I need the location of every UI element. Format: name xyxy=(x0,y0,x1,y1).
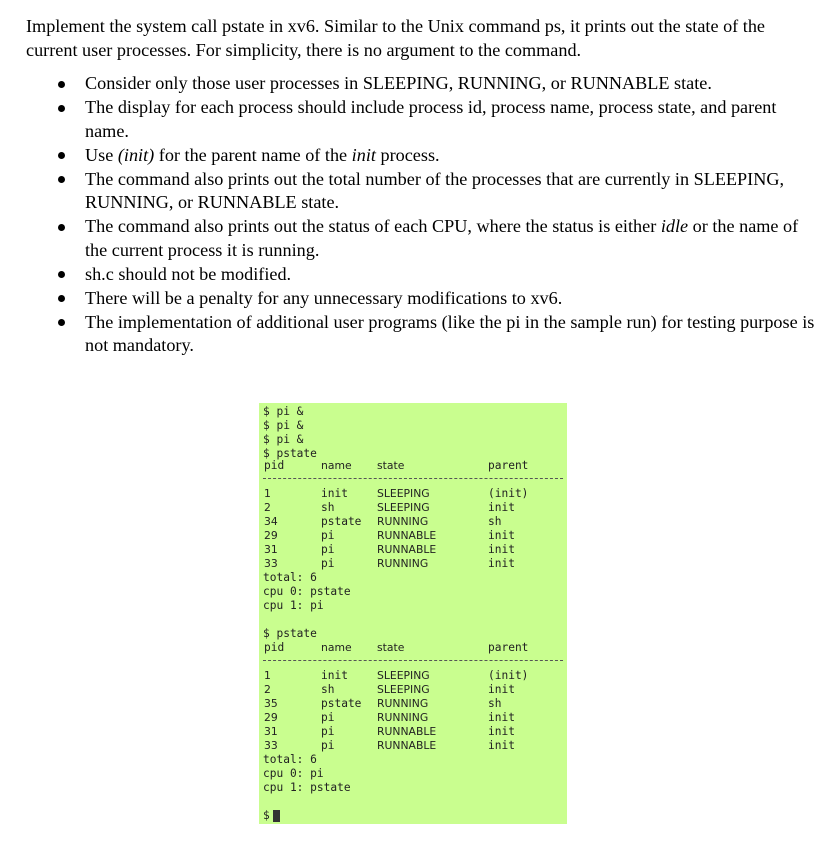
column-header-name: name xyxy=(321,459,352,472)
state-cell: RUNNING xyxy=(377,697,429,710)
requirements-list xyxy=(26,72,816,358)
command-line: $ pstate xyxy=(263,447,317,460)
column-header-parent: parent xyxy=(488,641,529,654)
parent-cell: sh xyxy=(488,515,502,528)
pid-cell: 29 xyxy=(264,711,278,724)
name-cell: pstate xyxy=(321,697,362,710)
state-cell: RUNNABLE xyxy=(377,529,437,542)
cursor-icon xyxy=(273,810,280,822)
parent-cell: init xyxy=(488,725,515,738)
list-item: sh.c should not be modified. xyxy=(26,263,816,287)
header-separator xyxy=(263,660,563,661)
prompt: $ xyxy=(263,809,270,822)
total-line: total: 6 xyxy=(263,571,317,584)
list-item: Use (init) for the parent name of the init process. xyxy=(26,144,816,168)
cpu-status-line: cpu 1: pi xyxy=(263,599,324,612)
pid-cell: 31 xyxy=(264,725,278,738)
state-cell: SLEEPING xyxy=(377,669,430,682)
cpu-status-line: cpu 0: pstate xyxy=(263,585,351,598)
state-cell: RUNNING xyxy=(377,557,429,570)
state-cell: RUNNABLE xyxy=(377,739,437,752)
bullet-icon xyxy=(58,105,65,112)
parent-cell: init xyxy=(488,543,515,556)
list-item: Consider only those user processes in SLEEPING, RUNNING, or RUNNABLE state. xyxy=(26,72,816,96)
column-header-state: state xyxy=(377,459,405,472)
pid-cell: 1 xyxy=(264,487,271,500)
name-cell: pi xyxy=(321,739,335,752)
command-line: $ pi & xyxy=(263,433,304,446)
bullet-icon xyxy=(58,271,65,278)
column-header-state: state xyxy=(377,641,405,654)
parent-cell: init xyxy=(488,501,515,514)
name-cell: pi xyxy=(321,725,335,738)
command-line: $ pi & xyxy=(263,405,304,418)
column-header-parent: parent xyxy=(488,459,529,472)
column-header-name: name xyxy=(321,641,352,654)
parent-cell: init xyxy=(488,557,515,570)
list-item: There will be a penalty for any unnecessary modifications to xv6. xyxy=(26,287,816,311)
total-line: total: 6 xyxy=(263,753,317,766)
bullet-icon xyxy=(58,295,65,302)
pid-cell: 33 xyxy=(264,557,278,570)
name-cell: pi xyxy=(321,543,335,556)
cpu-status-line: cpu 1: pstate xyxy=(263,781,351,794)
list-item: The command also prints out the status of each CPU, where the status is either idle or the name of the current process it is running. xyxy=(26,215,816,262)
state-cell: SLEEPING xyxy=(377,501,430,514)
column-header-pid: pid xyxy=(264,459,285,472)
name-cell: init xyxy=(321,487,348,500)
state-cell: RUNNABLE xyxy=(377,725,437,738)
parent-cell: init xyxy=(488,529,515,542)
state-cell: SLEEPING xyxy=(377,487,430,500)
pid-cell: 31 xyxy=(264,543,278,556)
bullet-icon xyxy=(58,81,65,88)
name-cell: sh xyxy=(321,501,335,514)
pid-cell: 34 xyxy=(264,515,278,528)
bullet-icon xyxy=(58,176,65,183)
pid-cell: 2 xyxy=(264,683,271,696)
cpu-status-line: cpu 0: pi xyxy=(263,767,324,780)
pid-cell: 33 xyxy=(264,739,278,752)
bullet-icon xyxy=(58,152,65,159)
parent-cell: init xyxy=(488,739,515,752)
parent-cell: (init) xyxy=(488,669,529,682)
terminal-screenshot xyxy=(259,403,567,824)
pid-cell: 1 xyxy=(264,669,271,682)
bullet-icon xyxy=(58,319,65,326)
header-separator xyxy=(263,478,563,479)
command-line: $ pstate xyxy=(263,627,317,640)
pid-cell: 2 xyxy=(264,501,271,514)
name-cell: pi xyxy=(321,529,335,542)
parent-cell: init xyxy=(488,711,515,724)
state-cell: RUNNING xyxy=(377,711,429,724)
prompt-line xyxy=(263,809,280,823)
name-cell: sh xyxy=(321,683,335,696)
command-line: $ pi & xyxy=(263,419,304,432)
name-cell: pstate xyxy=(321,515,362,528)
state-cell: SLEEPING xyxy=(377,683,430,696)
pid-cell: 29 xyxy=(264,529,278,542)
pid-cell: 35 xyxy=(264,697,278,710)
bullet-icon xyxy=(58,224,65,231)
column-header-pid: pid xyxy=(264,641,285,654)
state-cell: RUNNABLE xyxy=(377,543,437,556)
list-item: The implementation of additional user programs (like the pi in the sample run) for testing purpose is not mandatory. xyxy=(26,311,816,358)
state-cell: RUNNING xyxy=(377,515,429,528)
parent-cell: sh xyxy=(488,697,502,710)
list-item: The command also prints out the total number of the processes that are currently in SLEEPING, RUNNING, or RUNNABLE state. xyxy=(26,168,816,215)
name-cell: pi xyxy=(321,557,335,570)
intro-paragraph: Implement the system call pstate in xv6. Similar to the Unix command ps, it prints out the state of the current user processes. For simplicity, there is no argument to the command. xyxy=(26,16,765,60)
name-cell: pi xyxy=(321,711,335,724)
name-cell: init xyxy=(321,669,348,682)
parent-cell: init xyxy=(488,683,515,696)
parent-cell: (init) xyxy=(488,487,529,500)
list-item: The display for each process should include process id, process name, process state, and parent name. xyxy=(26,96,816,143)
